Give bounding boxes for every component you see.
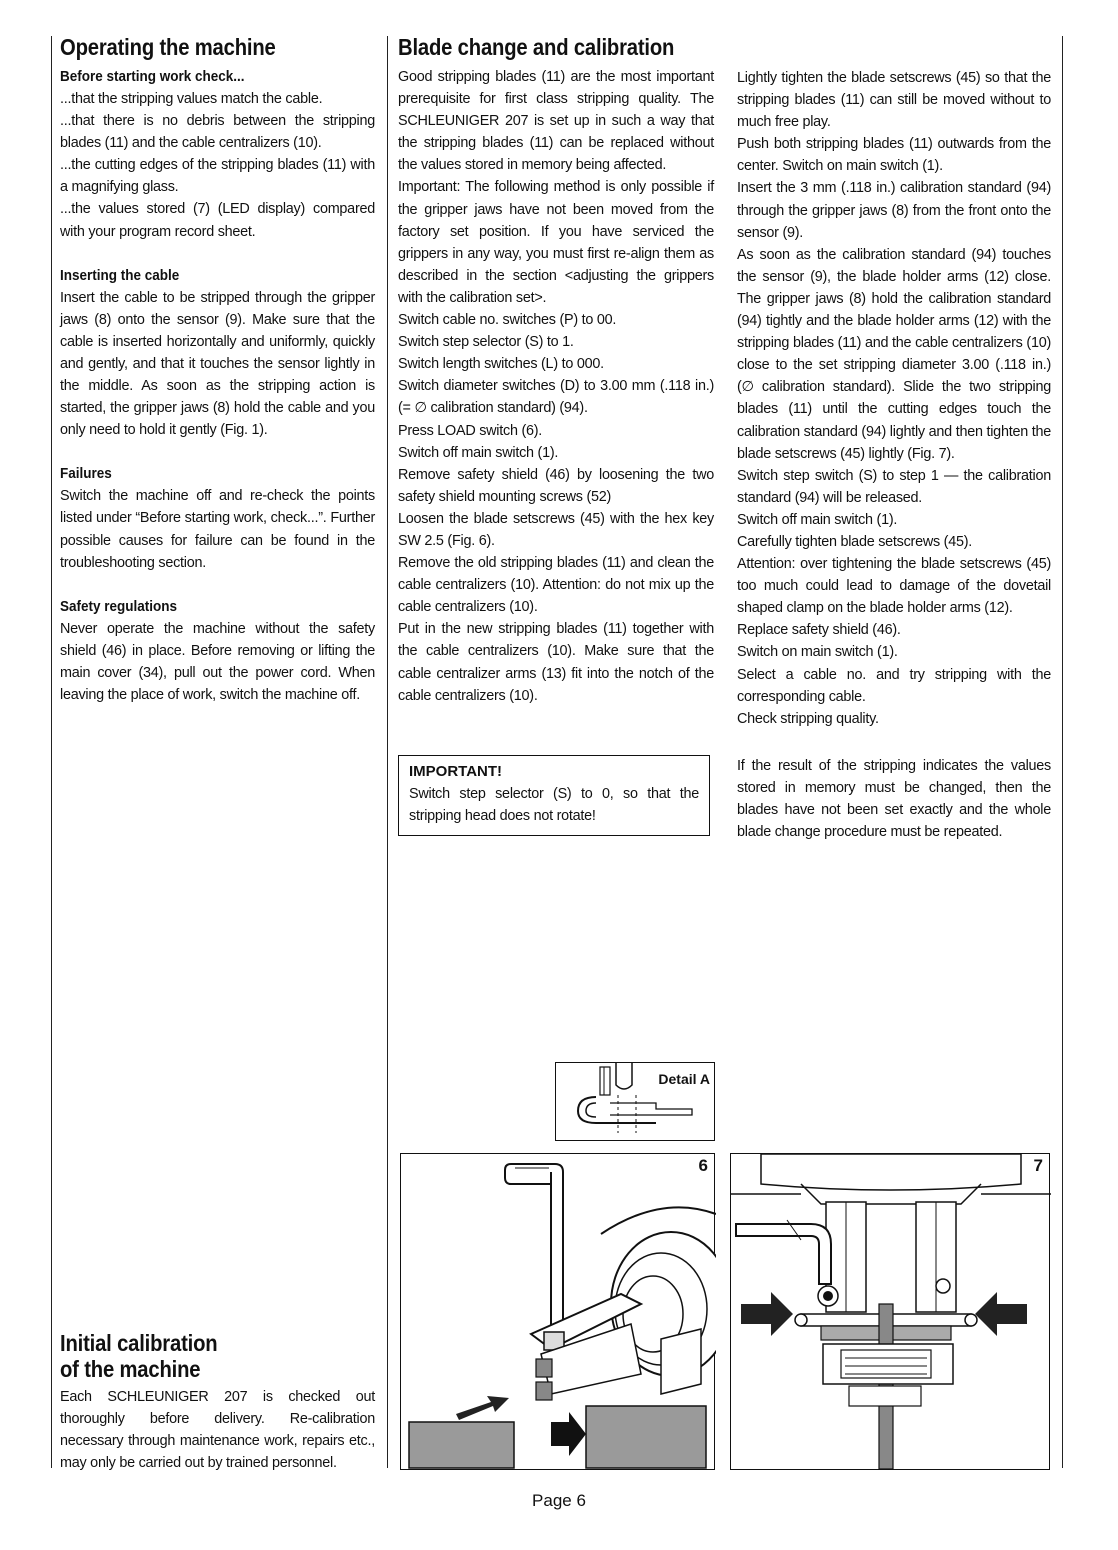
paragraph: ...that there is no debris between the stripping blades (11) and the cable centralizers (10). xyxy=(60,113,375,152)
paragraph: Switch cable no. switches (P) to 00. xyxy=(398,312,617,329)
paragraph: Lightly tighten the blade setscrews (45) so that the stripping blades (11) can still be moved without to much free play. xyxy=(737,70,1051,131)
paragraph: Loosen the blade setscrews (45) with the hex key SW 2.5 (Fig. 6). xyxy=(398,510,714,549)
paragraph: Put in the new stripping blades (11) together with the cable centralizers (10). Make sure that the cable centralizer arms (13) fit into the notch of the cable centralizers (10). xyxy=(398,621,714,704)
paragraph: Switch diameter switches (D) to 3.00 mm (.118 in.) (= ∅ calibration standard) (94). xyxy=(398,378,714,417)
figure-7-number: 7 xyxy=(1033,1156,1043,1175)
paragraph: ...the values stored (7) (LED display) compared with your program record sheet. xyxy=(60,201,375,240)
subheading-inserting-cable: Inserting the cable xyxy=(60,266,180,284)
section-title-blade-change: Blade change and calibration xyxy=(398,34,675,60)
figure-6-number: 6 xyxy=(698,1156,708,1175)
paragraph: Switch step selector (S) to 1. xyxy=(398,334,574,351)
column-rule-right xyxy=(1062,36,1063,1468)
paragraph: Press LOAD switch (6). xyxy=(398,422,543,439)
calibration-section xyxy=(60,1330,375,1474)
figure-6 xyxy=(400,1153,715,1470)
detail-a-label: Detail A xyxy=(658,1071,710,1087)
subheading-failures: Failures xyxy=(60,465,112,483)
calibration-title-line2: of the machine xyxy=(60,1356,201,1382)
column-rule-middle xyxy=(387,36,388,1468)
paragraph: ...that the stripping values match the cable. xyxy=(60,91,323,107)
page-number: Page 6 xyxy=(532,1491,586,1510)
paragraph: Switch the machine off and re-check the points listed under “Before starting work, check...”. Further possible causes for failure can be found in the troubleshooting section. xyxy=(60,488,375,571)
paragraph: Replace safety shield (46). xyxy=(737,622,901,639)
important-text: Switch step selector (S) to 0, so that the stripping head does not rotate! xyxy=(409,786,699,825)
paragraph: Switch step switch (S) to step 1 — the calibration standard (94) will be released. xyxy=(737,467,1051,506)
paragraph: Good stripping blades (11) are the most important prerequisite for first class stripping quality. The SCHLEUNIGER 207 is set up in such a way that the stripping blades (11) can be replaced without the values stored in memory being affected. xyxy=(398,69,714,174)
detail-a-figure xyxy=(555,1062,715,1141)
closing-paragraph: If the result of the stripping indicates the values stored in memory must be changed, then the blades have not been set exactly and the whole blade change procedure must be repeated. xyxy=(737,758,1051,841)
paragraph: As soon as the calibration standard (94) touches the sensor (9), the blade holder arms (12) close. The gripper jaws (8) hold the calibration standard (94) tightly and the blade holder arms (12) with the stripping blades (11) and the cable centralizers (10) close to the set stripping diameter 3.00 (.118 in.) (∅ calibration standard). Slide the two stripping blades (11) until the cutting edges touch the calibration standard (94) lightly and then tighten the blade setscrews (45) lightly (Fig. 7). xyxy=(737,246,1051,462)
paragraph: Insert the cable to be stripped through the gripper jaws (8) onto the sensor (9). Make sure that the cable is inserted horizontally and uniformly, quickly and gently, and that it touches the sensor lightly in the middle. As soon as the stripping action is started, the gripper jaws (8) hold the cable and you only need to hold it gently (Fig. 1). xyxy=(60,289,375,439)
paragraph: Push both stripping blades (11) outwards from the center. Switch on main switch (1). xyxy=(737,136,1051,175)
section-title-operating: Operating the machine xyxy=(60,34,276,60)
important-note xyxy=(398,755,710,836)
paragraph: Switch off main switch (1). xyxy=(737,511,898,528)
paragraph: Carefully tighten blade setscrews (45). xyxy=(737,533,973,550)
paragraph: Never operate the machine without the safety shield (46) in place. Before removing or lifting the main cover (34), pull out the power cord. When leaving the place of work, switch the machine off. xyxy=(60,620,375,703)
right-column xyxy=(737,67,1051,730)
subheading-before-starting: Before starting work check... xyxy=(60,68,245,85)
paragraph: Check stripping quality. xyxy=(737,710,879,727)
detail-a-drawing xyxy=(556,1063,716,1142)
important-title: IMPORTANT! xyxy=(409,763,503,780)
figure-6-drawing xyxy=(401,1154,716,1471)
paragraph: Attention: over tightening the blade setscrews (45) too much could lead to damage of the dovetail shaped clamp on the blade holder arms (12). xyxy=(737,556,1051,617)
paragraph: Important: The following method is only possible if the gripper jaws have not been moved from the factory set position. If you have serviced the grippers in any way, you must first re-align them as described in the section <adjusting the grippers with the calibration set>. xyxy=(398,179,714,306)
calibration-title-line1: Initial calibration xyxy=(60,1330,218,1356)
paragraph: ...the cutting edges of the stripping blades (11) with a magnifying glass. xyxy=(60,157,375,196)
calibration-text: Each SCHLEUNIGER 207 is checked out thoroughly before delivery. Re-calibration necessary through maintenance work, repairs etc., may only be carried out by trained personnel. xyxy=(60,1389,375,1472)
left-column xyxy=(60,34,375,706)
paragraph: Insert the 3 mm (.118 in.) calibration standard (94) through the gripper jaws (8) from the front onto the sensor (9). xyxy=(737,180,1051,241)
paragraph: Switch on main switch (1). xyxy=(737,644,898,661)
figure-7-drawing xyxy=(731,1154,1051,1471)
paragraph: Switch length switches (L) to 000. xyxy=(398,356,604,373)
paragraph: Select a cable no. and try stripping with the corresponding cable. xyxy=(737,666,1051,705)
subheading-safety: Safety regulations xyxy=(60,597,178,615)
column-rule-left xyxy=(51,36,52,1468)
middle-column xyxy=(398,34,714,707)
paragraph: Switch off main switch (1). xyxy=(398,444,559,461)
right-closing xyxy=(737,755,1051,843)
figure-7 xyxy=(730,1153,1050,1470)
paragraph: Remove the old stripping blades (11) and clean the cable centralizers (10). Attention: do not mix up the cable centralizers (10). xyxy=(398,555,714,616)
paragraph: Remove safety shield (46) by loosening the two safety shield mounting screws (52) xyxy=(398,466,714,505)
